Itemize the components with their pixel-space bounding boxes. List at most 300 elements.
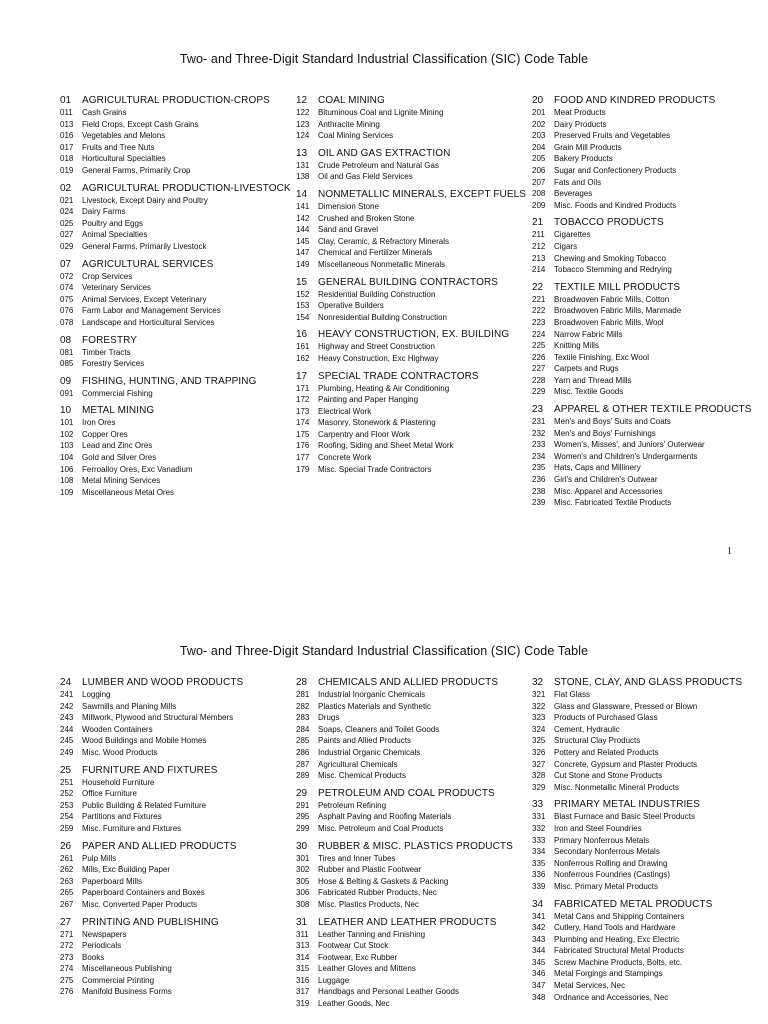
item-name: Chewing and Smoking Tobacco bbox=[554, 253, 666, 263]
item-code: 283 bbox=[296, 713, 310, 723]
list-item bbox=[532, 881, 767, 893]
item-name: Drugs bbox=[318, 713, 340, 723]
item-name: Roofing, Siding and Sheet Metal Work bbox=[318, 441, 454, 451]
list-item bbox=[532, 823, 767, 835]
item-code: 018 bbox=[60, 154, 74, 164]
list-item bbox=[296, 689, 531, 701]
item-name: Nonresidential Building Construction bbox=[318, 312, 447, 322]
list-item bbox=[532, 428, 767, 440]
group-name: APPAREL & OTHER TEXTILE PRODUCTS bbox=[554, 404, 752, 416]
item-name: Men's and Boys' Suits and Coats bbox=[554, 417, 671, 427]
page-title: Two- and Three-Digit Standard Industrial Classification (SIC) Code Table bbox=[179, 52, 589, 66]
item-name: Preserved Fruits and Vegetables bbox=[554, 131, 671, 141]
list-item bbox=[532, 439, 767, 451]
item-code: 226 bbox=[532, 352, 546, 362]
item-name: Sugar and Confectionery Products bbox=[554, 165, 677, 175]
item-code: 176 bbox=[296, 441, 310, 451]
item-name: Partitions and Fixtures bbox=[82, 812, 162, 822]
item-code: 152 bbox=[296, 289, 310, 299]
item-code: 238 bbox=[532, 486, 546, 496]
item-code: 076 bbox=[60, 306, 74, 316]
list-item bbox=[60, 747, 295, 759]
list-item bbox=[60, 701, 295, 713]
list-item bbox=[532, 305, 767, 317]
list-item bbox=[532, 735, 767, 747]
item-name: Fruits and Tree Nuts bbox=[82, 142, 155, 152]
item-code: 243 bbox=[60, 713, 74, 723]
item-code: 021 bbox=[60, 195, 74, 205]
list-item bbox=[60, 975, 295, 987]
list-item bbox=[296, 201, 531, 213]
item-name: Ordnance and Accessories, Nec bbox=[554, 992, 669, 1002]
group-name: FURNITURE AND FIXTURES bbox=[82, 764, 218, 776]
item-name: Concrete Work bbox=[318, 453, 372, 463]
list-item bbox=[296, 887, 531, 899]
list-item bbox=[296, 353, 531, 365]
item-code: 335 bbox=[532, 858, 546, 868]
item-code: 171 bbox=[296, 383, 310, 393]
item-code: 085 bbox=[60, 359, 74, 369]
item-name: Leather Goods, Nec bbox=[318, 999, 390, 1009]
list-item bbox=[60, 271, 295, 283]
sic-group bbox=[296, 371, 531, 476]
list-item bbox=[296, 224, 531, 236]
list-item bbox=[60, 788, 295, 800]
group-code: 12 bbox=[296, 95, 308, 106]
list-item bbox=[532, 945, 767, 957]
item-code: 172 bbox=[296, 395, 310, 405]
item-name: Misc. Fabricated Textile Products bbox=[554, 498, 672, 508]
group-heading bbox=[296, 95, 531, 107]
list-item bbox=[296, 236, 531, 248]
list-item bbox=[296, 712, 531, 724]
list-item bbox=[296, 417, 531, 429]
item-code: 265 bbox=[60, 888, 74, 898]
item-name: Broadwoven Fabric Mills, Cotton bbox=[554, 294, 670, 304]
list-item bbox=[532, 375, 767, 387]
item-code: 201 bbox=[532, 108, 546, 117]
item-name: Products of Purchased Glass bbox=[554, 713, 658, 723]
item-code: 316 bbox=[296, 975, 310, 985]
list-item bbox=[296, 440, 531, 452]
column-1 bbox=[60, 677, 295, 1004]
item-name: Bituminous Coal and Lignite Mining bbox=[318, 108, 444, 117]
group-code: 34 bbox=[532, 898, 544, 910]
group-code: 26 bbox=[60, 840, 72, 852]
list-item bbox=[532, 957, 767, 969]
item-name: Chemical and Fertilizer Minerals bbox=[318, 248, 433, 258]
item-name: Misc. Petroleum and Coal Products bbox=[318, 823, 444, 833]
list-item bbox=[60, 986, 295, 998]
item-name: Secondary Nonferrous Metals bbox=[554, 847, 660, 857]
sic-group bbox=[532, 677, 767, 793]
item-code: 341 bbox=[532, 911, 546, 921]
item-code: 208 bbox=[532, 189, 546, 199]
item-name: Newspapers bbox=[82, 929, 127, 939]
item-name: Dimension Stone bbox=[318, 201, 379, 211]
item-code: 342 bbox=[532, 923, 546, 933]
group-name: METAL MINING bbox=[82, 405, 155, 417]
column-1 bbox=[60, 95, 295, 504]
list-item bbox=[60, 887, 295, 899]
group-name: NONMETALLIC MINERALS, EXCEPT FUELS bbox=[318, 188, 527, 200]
item-name: Textile Finishing, Exc Wool bbox=[554, 352, 649, 362]
list-item bbox=[60, 294, 295, 306]
item-code: 027 bbox=[60, 230, 74, 240]
item-name: Fabricated Rubber Products, Nec bbox=[318, 888, 437, 898]
list-item bbox=[532, 363, 767, 375]
item-code: 202 bbox=[532, 119, 546, 129]
item-name: Handbags and Personal Leather Goods bbox=[318, 987, 459, 997]
item-name: Industrial Inorganic Chemicals bbox=[318, 690, 426, 699]
item-code: 213 bbox=[532, 253, 546, 263]
group-name: SPECIAL TRADE CONTRACTORS bbox=[318, 370, 479, 382]
item-code: 108 bbox=[60, 476, 74, 486]
item-code: 327 bbox=[532, 759, 546, 769]
column-2 bbox=[296, 677, 531, 1016]
list-item bbox=[296, 735, 531, 747]
list-item bbox=[532, 200, 767, 212]
item-name: Dairy Farms bbox=[82, 207, 126, 217]
item-name: Yarn and Thread Mills bbox=[554, 375, 632, 385]
list-item bbox=[532, 968, 767, 980]
list-item bbox=[532, 770, 767, 782]
item-name: Residential Building Construction bbox=[318, 289, 436, 299]
list-item bbox=[60, 107, 295, 119]
group-name: PAPER AND ALLIED PRODUCTS bbox=[82, 840, 237, 852]
item-code: 203 bbox=[532, 131, 546, 141]
list-item bbox=[532, 462, 767, 474]
item-code: 122 bbox=[296, 108, 310, 117]
item-name: Misc. Apparel and Accessories bbox=[554, 486, 663, 496]
item-name: Oil and Gas Field Services bbox=[318, 172, 413, 182]
item-name: Grain Mill Products bbox=[554, 142, 622, 152]
item-code: 311 bbox=[296, 929, 309, 939]
item-name: Ferroalloy Ores, Exc Vanadium bbox=[82, 464, 193, 474]
item-code: 225 bbox=[532, 341, 546, 351]
item-code: 011 bbox=[60, 108, 73, 117]
item-code: 332 bbox=[532, 823, 546, 833]
item-name: Metal Cans and Shipping Containers bbox=[554, 911, 685, 921]
list-item bbox=[532, 352, 767, 364]
item-name: Office Furniture bbox=[82, 789, 137, 799]
list-item bbox=[60, 475, 295, 487]
item-name: Miscellaneous Publishing bbox=[82, 964, 172, 974]
item-code: 024 bbox=[60, 207, 74, 217]
item-name: Wood Buildings and Mobile Homes bbox=[82, 736, 207, 746]
item-code: 101 bbox=[60, 418, 74, 428]
item-code: 124 bbox=[296, 131, 310, 141]
item-name: Paperboard Mills bbox=[82, 876, 143, 886]
group-code: 28 bbox=[296, 677, 308, 688]
item-name: Commercial Printing bbox=[82, 975, 155, 985]
list-item bbox=[532, 835, 767, 847]
item-name: Miscellaneous Nonmetallic Minerals bbox=[318, 259, 446, 269]
group-name: FABRICATED METAL PRODUCTS bbox=[554, 898, 713, 910]
item-code: 147 bbox=[296, 248, 310, 258]
item-name: Broadwoven Fabric Mills, Manmade bbox=[554, 306, 682, 316]
list-item bbox=[532, 142, 767, 154]
list-item bbox=[296, 259, 531, 271]
group-heading bbox=[532, 899, 767, 911]
list-item bbox=[60, 317, 295, 329]
item-code: 274 bbox=[60, 964, 74, 974]
item-name: Soaps, Cleaners and Toilet Goods bbox=[318, 724, 440, 734]
group-name: TEXTILE MILL PRODUCTS bbox=[554, 281, 681, 293]
item-name: Hose & Belting & Gaskets & Packing bbox=[318, 876, 449, 886]
sic-group bbox=[532, 404, 767, 509]
item-code: 336 bbox=[532, 870, 546, 880]
group-name: GENERAL BUILDING CONTRACTORS bbox=[318, 276, 499, 288]
list-item bbox=[296, 300, 531, 312]
group-heading bbox=[60, 917, 295, 929]
list-item bbox=[532, 294, 767, 306]
group-code: 14 bbox=[296, 188, 308, 200]
item-code: 302 bbox=[296, 865, 310, 875]
group-code: 21 bbox=[532, 217, 544, 229]
sic-group bbox=[60, 335, 295, 370]
item-name: Meat Products bbox=[554, 108, 606, 117]
list-item bbox=[296, 701, 531, 713]
list-item bbox=[296, 986, 531, 998]
item-code: 319 bbox=[296, 999, 310, 1009]
item-name: Beverages bbox=[554, 189, 593, 199]
item-code: 017 bbox=[60, 142, 74, 152]
sic-group bbox=[60, 376, 295, 400]
item-name: Commercial Fishing bbox=[82, 388, 153, 398]
list-item bbox=[296, 160, 531, 172]
item-name: Hats, Caps and Millinery bbox=[554, 463, 641, 473]
item-name: Animal Services, Except Veterinary bbox=[82, 294, 207, 304]
sic-group bbox=[532, 95, 767, 211]
group-name: LUMBER AND WOOD PRODUCTS bbox=[82, 677, 244, 688]
list-item bbox=[60, 142, 295, 154]
item-name: Plastics Materials and Synthetic bbox=[318, 701, 431, 711]
group-code: 23 bbox=[532, 404, 544, 416]
list-item bbox=[532, 497, 767, 509]
group-name: HEAVY CONSTRUCTION, EX. BUILDING bbox=[318, 329, 510, 341]
list-item bbox=[532, 759, 767, 771]
item-code: 106 bbox=[60, 464, 74, 474]
list-item bbox=[532, 386, 767, 398]
list-item bbox=[532, 689, 767, 701]
item-name: Footwear, Exc Rubber bbox=[318, 952, 398, 962]
item-name: Plumbing, Heating & Air Conditioning bbox=[318, 383, 450, 393]
item-code: 233 bbox=[532, 440, 546, 450]
list-item bbox=[532, 712, 767, 724]
item-code: 212 bbox=[532, 241, 546, 251]
group-heading bbox=[532, 677, 767, 689]
item-code: 286 bbox=[296, 747, 310, 757]
item-code: 231 bbox=[532, 417, 546, 427]
group-name: STONE, CLAY, AND GLASS PRODUCTS bbox=[554, 677, 743, 688]
item-name: Manifold Business Forms bbox=[82, 987, 172, 997]
list-item bbox=[532, 451, 767, 463]
list-item bbox=[60, 712, 295, 724]
item-code: 207 bbox=[532, 177, 546, 187]
item-name: Sawmills and Planing Mills bbox=[82, 701, 177, 711]
item-code: 145 bbox=[296, 236, 310, 246]
list-item bbox=[532, 724, 767, 736]
item-code: 287 bbox=[296, 759, 310, 769]
list-item bbox=[532, 241, 767, 253]
group-code: 27 bbox=[60, 916, 72, 928]
item-name: Books bbox=[82, 952, 105, 962]
group-heading bbox=[296, 788, 531, 800]
list-item bbox=[532, 869, 767, 881]
item-code: 262 bbox=[60, 865, 74, 875]
list-item bbox=[532, 153, 767, 165]
list-item bbox=[296, 975, 531, 987]
item-code: 142 bbox=[296, 213, 310, 223]
item-name: Poultry and Eggs bbox=[82, 218, 143, 228]
item-code: 333 bbox=[532, 835, 546, 845]
list-item bbox=[296, 747, 531, 759]
item-code: 263 bbox=[60, 876, 74, 886]
list-item bbox=[296, 312, 531, 324]
item-name: Cut Stone and Stone Products bbox=[554, 771, 663, 781]
item-name: Landscape and Horticultural Services bbox=[82, 317, 215, 327]
item-name: Heavy Construction, Exc Highway bbox=[318, 353, 439, 363]
item-name: Men's and Boys' Furnishings bbox=[554, 428, 656, 438]
group-code: 30 bbox=[296, 840, 308, 852]
list-item bbox=[60, 347, 295, 359]
group-code: 10 bbox=[60, 405, 72, 417]
item-name: Cash Grains bbox=[82, 108, 127, 117]
item-code: 223 bbox=[532, 317, 546, 327]
item-name: Concrete, Gypsum and Plaster Products bbox=[554, 759, 698, 769]
item-name: Highway and Street Construction bbox=[318, 342, 435, 352]
item-code: 144 bbox=[296, 225, 310, 235]
group-heading bbox=[532, 95, 767, 107]
group-heading bbox=[296, 148, 531, 160]
group-code: 09 bbox=[60, 375, 72, 387]
list-item bbox=[60, 417, 295, 429]
item-name: Paperboard Containers and Boxes bbox=[82, 888, 205, 898]
item-code: 321 bbox=[532, 690, 546, 699]
item-name: Iron and Steel Foundries bbox=[554, 823, 642, 833]
column-3 bbox=[532, 95, 767, 515]
list-item bbox=[60, 440, 295, 452]
item-code: 081 bbox=[60, 347, 74, 357]
list-item bbox=[60, 724, 295, 736]
group-heading bbox=[532, 217, 767, 229]
item-code: 254 bbox=[60, 812, 74, 822]
sic-group bbox=[532, 282, 767, 398]
list-item bbox=[296, 724, 531, 736]
sic-group bbox=[60, 841, 295, 911]
item-code: 272 bbox=[60, 941, 74, 951]
group-code: 31 bbox=[296, 916, 308, 928]
item-code: 236 bbox=[532, 475, 546, 485]
item-name: Logging bbox=[82, 690, 111, 699]
item-code: 323 bbox=[532, 713, 546, 723]
group-heading bbox=[60, 765, 295, 777]
item-name: Rubber and Plastic Footwear bbox=[318, 865, 422, 875]
group-name: LEATHER AND LEATHER PRODUCTS bbox=[318, 916, 497, 928]
list-item bbox=[532, 992, 767, 1004]
item-name: Field Crops, Except Cash Grains bbox=[82, 119, 199, 129]
item-name: Misc. Plastics Products, Nec bbox=[318, 899, 419, 909]
list-item bbox=[296, 341, 531, 353]
item-code: 228 bbox=[532, 375, 546, 385]
group-heading bbox=[296, 677, 531, 689]
item-code: 306 bbox=[296, 888, 310, 898]
item-code: 174 bbox=[296, 418, 310, 428]
item-code: 177 bbox=[296, 453, 310, 463]
item-name: Misc. Converted Paper Products bbox=[82, 899, 198, 909]
item-name: Masonry, Stonework & Plastering bbox=[318, 418, 436, 428]
item-name: Misc. Wood Products bbox=[82, 747, 158, 757]
item-code: 271 bbox=[60, 929, 74, 939]
group-heading bbox=[532, 799, 767, 811]
group-heading bbox=[532, 282, 767, 294]
item-code: 102 bbox=[60, 429, 74, 439]
item-name: Plumbing and Heating, Exc Electric bbox=[554, 934, 679, 944]
group-heading bbox=[296, 841, 531, 853]
sic-group bbox=[296, 148, 531, 183]
item-name: Periodicals bbox=[82, 941, 122, 951]
item-name: Tires and Inner Tubes bbox=[318, 853, 396, 863]
group-code: 33 bbox=[532, 799, 544, 811]
item-name: Crushed and Broken Stone bbox=[318, 213, 415, 223]
sic-group bbox=[296, 917, 531, 1010]
list-item bbox=[296, 107, 531, 119]
list-item bbox=[532, 922, 767, 934]
item-name: Copper Ores bbox=[82, 429, 128, 439]
item-name: Clay, Ceramic, & Refractory Minerals bbox=[318, 236, 449, 246]
item-name: Tobacco Stemming and Redrying bbox=[554, 265, 672, 275]
list-item bbox=[296, 119, 531, 131]
item-name: Footwear Cut Stock bbox=[318, 941, 389, 951]
list-item bbox=[60, 358, 295, 370]
item-name: Forestry Services bbox=[82, 359, 145, 369]
list-item bbox=[60, 929, 295, 941]
item-name: Mills, Exc Building Paper bbox=[82, 865, 171, 875]
item-code: 242 bbox=[60, 701, 74, 711]
list-item bbox=[60, 864, 295, 876]
item-name: Sand and Gravel bbox=[318, 225, 379, 235]
list-item bbox=[296, 929, 531, 941]
item-code: 345 bbox=[532, 957, 546, 967]
group-heading bbox=[296, 189, 531, 201]
page-number: 1 bbox=[727, 546, 732, 557]
item-code: 281 bbox=[296, 690, 310, 699]
sic-group bbox=[60, 95, 295, 177]
item-name: Vegetables and Melons bbox=[82, 131, 166, 141]
group-code: 25 bbox=[60, 764, 72, 776]
item-name: Metal Mining Services bbox=[82, 476, 161, 486]
item-code: 305 bbox=[296, 876, 310, 886]
group-name: TOBACCO PRODUCTS bbox=[554, 217, 664, 229]
group-name: PETROLEUM AND COAL PRODUCTS bbox=[318, 787, 495, 799]
list-item bbox=[532, 107, 767, 119]
item-code: 291 bbox=[296, 800, 310, 810]
item-code: 103 bbox=[60, 441, 74, 451]
list-item bbox=[60, 153, 295, 165]
group-heading bbox=[296, 277, 531, 289]
item-name: Agricultural Chemicals bbox=[318, 759, 398, 769]
item-code: 289 bbox=[296, 771, 310, 781]
item-code: 204 bbox=[532, 142, 546, 152]
list-item bbox=[296, 759, 531, 771]
item-name: Misc. Chemical Products bbox=[318, 771, 407, 781]
sic-group bbox=[296, 189, 531, 271]
item-name: Dairy Products bbox=[554, 119, 607, 129]
page-title: Two- and Three-Digit Standard Industrial Classification (SIC) Code Table bbox=[179, 644, 589, 658]
sic-group bbox=[60, 917, 295, 999]
item-code: 347 bbox=[532, 981, 546, 991]
